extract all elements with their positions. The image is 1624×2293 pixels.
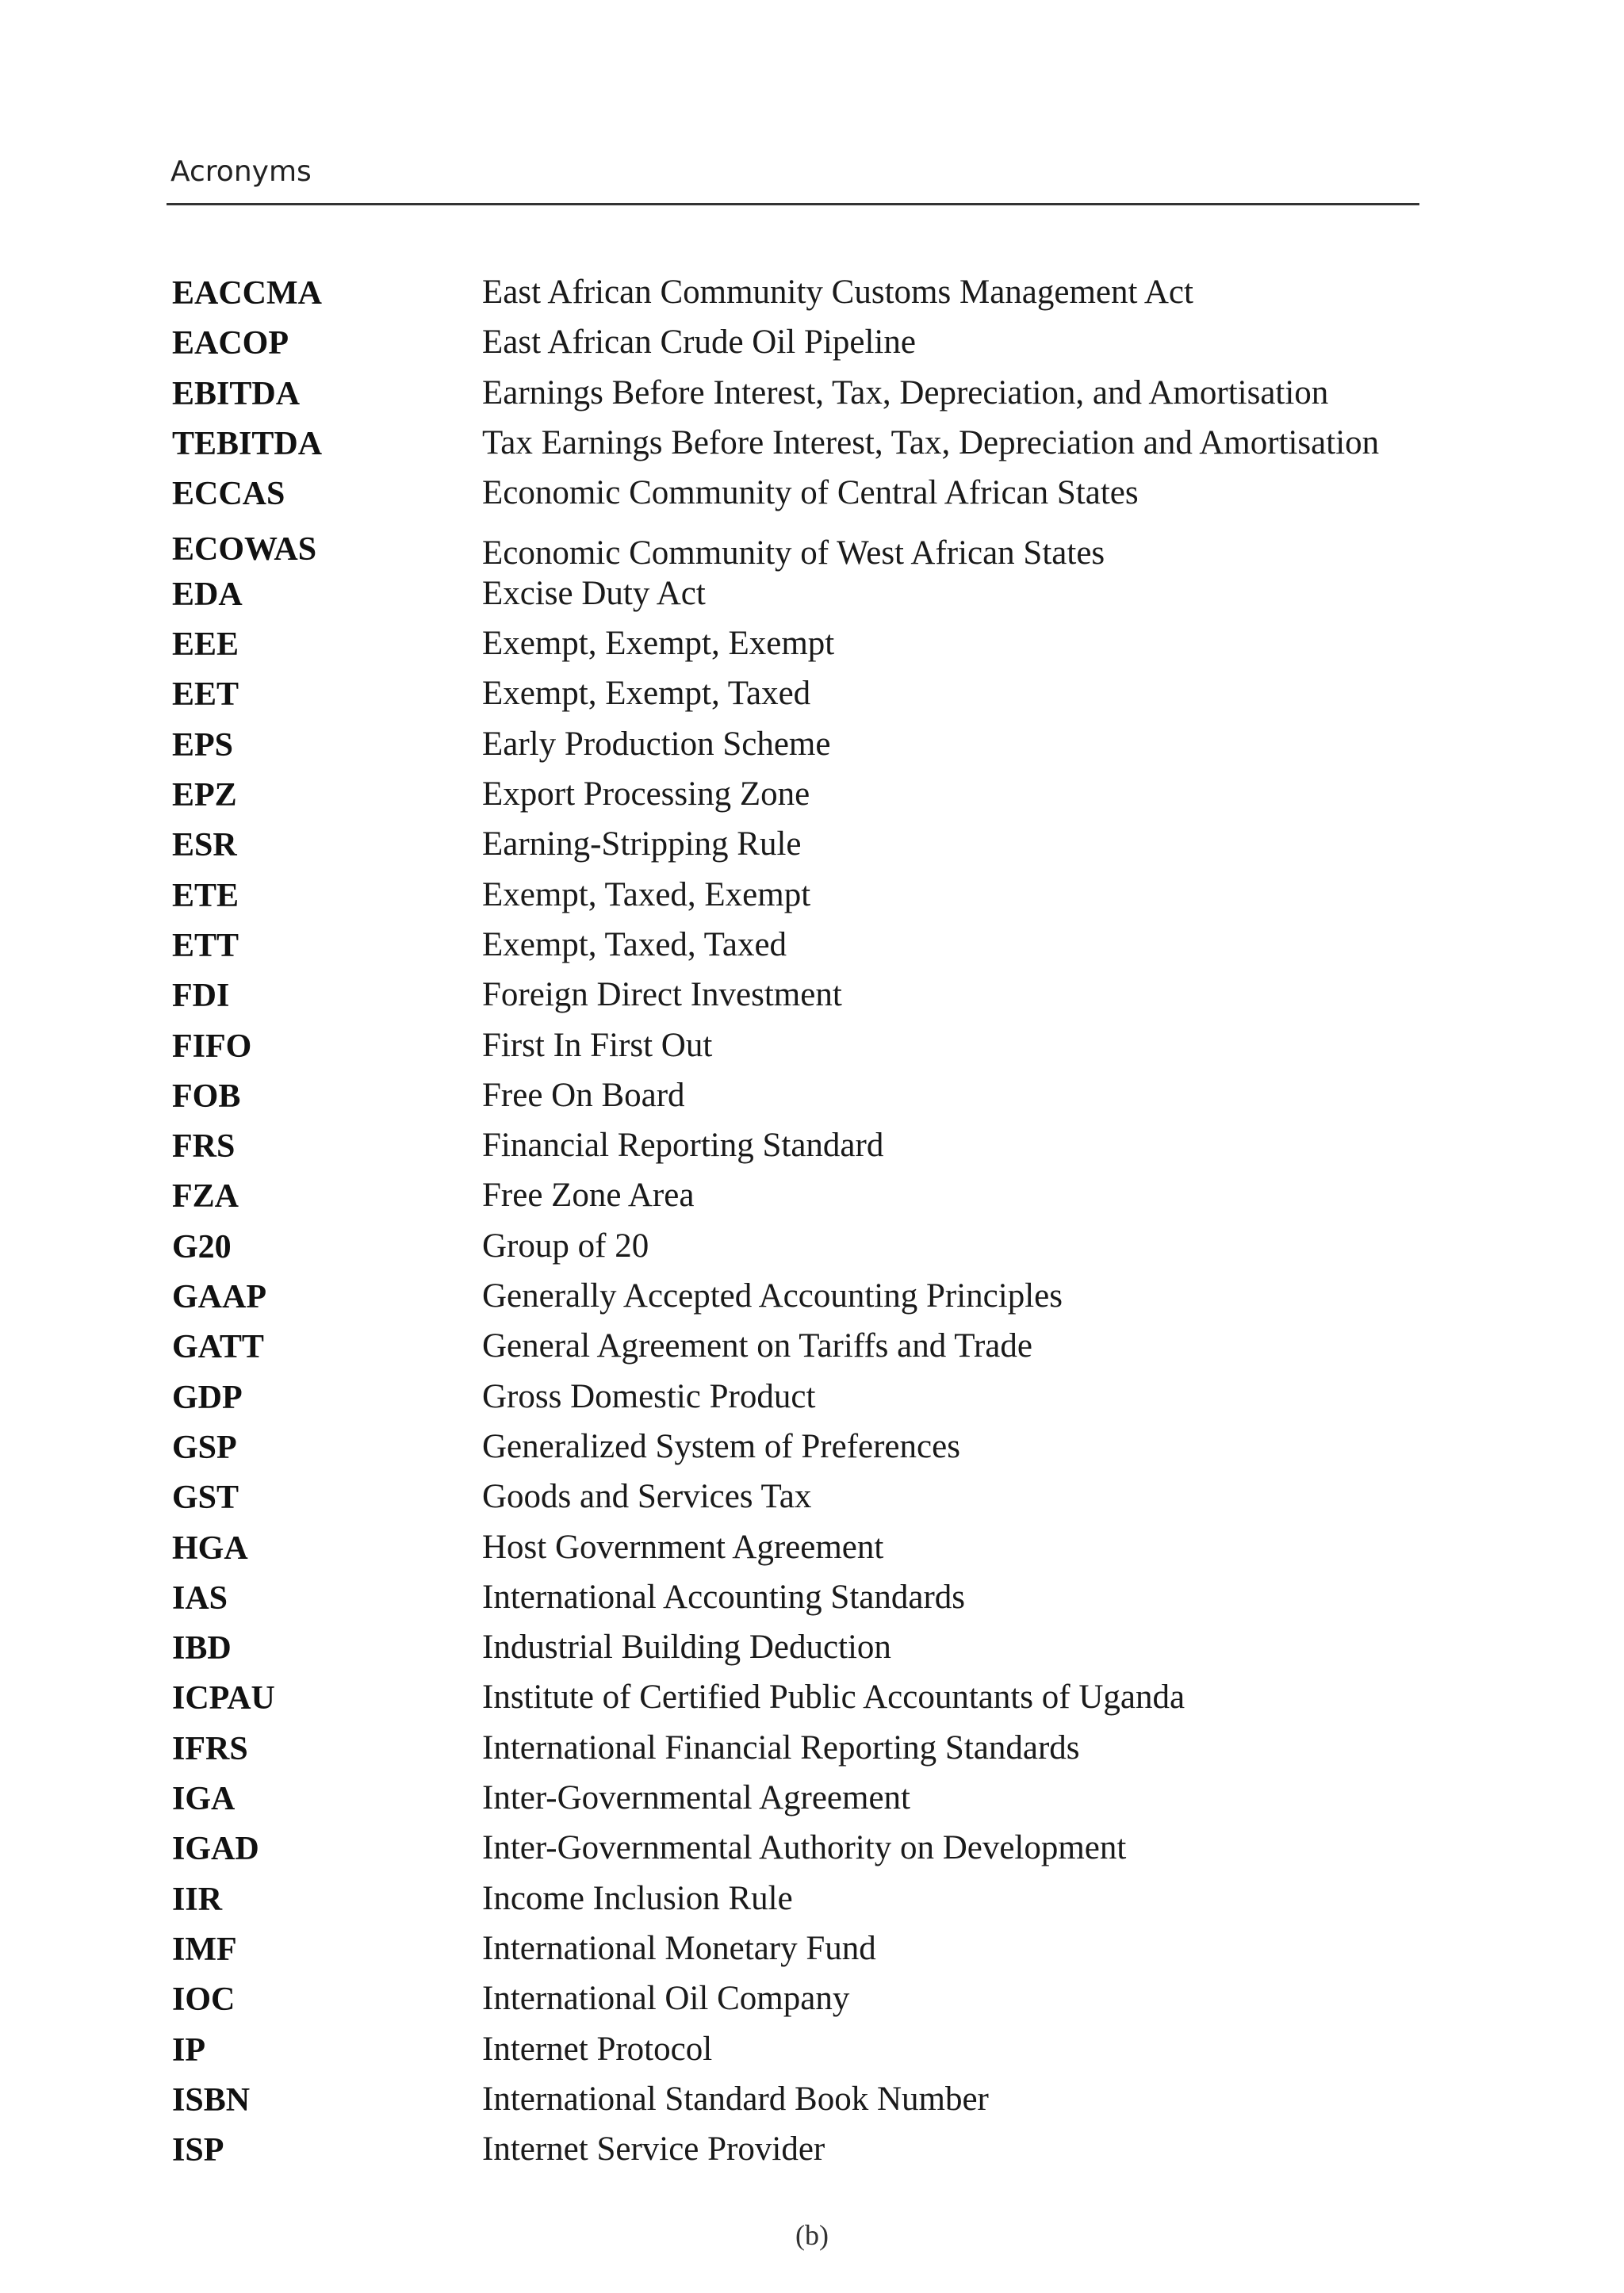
acronym-row: [0, 1878, 1624, 1929]
acronym-row: [0, 573, 1624, 624]
acronym-definition: Group of 20: [482, 1227, 649, 1265]
acronym-abbreviation: IGAD: [172, 1831, 259, 1867]
acronym-row: [0, 623, 1624, 674]
acronym-row: [0, 1978, 1624, 2029]
acronym-row: [0, 2129, 1624, 2180]
acronym-abbreviation: GST: [172, 1480, 239, 1516]
acronym-row: [0, 373, 1624, 423]
acronym-abbreviation: ETT: [172, 928, 239, 964]
acronym-row: [0, 2079, 1624, 2130]
acronym-abbreviation: FRS: [172, 1128, 236, 1165]
acronym-abbreviation: ICPAU: [172, 1680, 275, 1717]
acronym-abbreviation: EPS: [172, 727, 234, 764]
acronym-abbreviation: FZA: [172, 1178, 239, 1215]
acronym-abbreviation: IBD: [172, 1630, 232, 1667]
acronym-definition: International Monetary Fund: [482, 1930, 876, 1967]
acronym-abbreviation: FDI: [172, 978, 230, 1014]
acronym-definition: Internet Service Provider: [482, 2130, 825, 2168]
acronym-definition: Tax Earnings Before Interest, Tax, Depreciation and Amortisation: [482, 424, 1380, 461]
acronym-abbreviation: IGA: [172, 1781, 236, 1817]
acronym-definition: Exempt, Taxed, Exempt: [482, 876, 811, 913]
acronym-definition: Economic Community of West African States: [482, 534, 1105, 572]
acronym-row: [0, 1527, 1624, 1578]
acronym-row: [0, 1828, 1624, 1878]
acronym-abbreviation: ECOWAS: [172, 531, 317, 568]
acronym-definition: Free Zone Area: [482, 1177, 695, 1214]
acronym-row: [0, 322, 1624, 373]
acronym-row: [0, 272, 1624, 323]
acronym-definition: International Financial Reporting Standards: [482, 1729, 1080, 1767]
acronym-abbreviation: EET: [172, 676, 239, 713]
acronym-definition: East African Community Customs Management Act: [482, 274, 1193, 311]
acronym-abbreviation: GAAP: [172, 1279, 266, 1315]
running-header: Acronyms: [170, 155, 312, 188]
acronym-definition: Generally Accepted Accounting Principles: [482, 1277, 1063, 1315]
acronym-row: [0, 724, 1624, 775]
acronym-abbreviation: ESR: [172, 827, 237, 863]
acronym-row: [0, 1276, 1624, 1326]
acronym-definition: Economic Community of Central African States: [482, 474, 1139, 511]
acronym-row: [0, 1677, 1624, 1728]
acronym-abbreviation: TEBITDA: [172, 426, 323, 462]
acronym-definition: Free On Board: [482, 1077, 685, 1114]
acronym-row: [0, 1778, 1624, 1828]
acronym-abbreviation: ISP: [172, 2132, 224, 2169]
acronym-abbreviation: EEE: [172, 626, 239, 663]
acronym-abbreviation: IIR: [172, 1881, 223, 1918]
acronym-abbreviation: IP: [172, 2032, 205, 2069]
acronym-definition: Generalized System of Preferences: [482, 1428, 960, 1465]
acronym-abbreviation: FIFO: [172, 1028, 252, 1065]
acronym-row: [0, 673, 1624, 724]
acronym-row: [0, 1376, 1624, 1427]
acronym-row: [0, 1226, 1624, 1277]
acronym-abbreviation: ISBN: [172, 2082, 251, 2119]
acronym-abbreviation: GSP: [172, 1430, 237, 1466]
acronym-row: [0, 528, 1624, 579]
acronym-definition: Financial Reporting Standard: [482, 1127, 884, 1164]
acronym-abbreviation: EACCMA: [172, 275, 322, 312]
acronym-row: [0, 1426, 1624, 1477]
acronym-definition: Goods and Services Tax: [482, 1478, 812, 1515]
acronym-abbreviation: ETE: [172, 878, 239, 914]
acronym-definition: Earnings Before Interest, Tax, Depreciation, and Amortisation: [482, 374, 1329, 412]
acronym-definition: Inter-Governmental Authority on Development: [482, 1829, 1127, 1866]
acronym-definition: International Accounting Standards: [482, 1579, 966, 1616]
acronym-definition: Internet Protocol: [482, 2031, 713, 2068]
acronym-definition: First In First Out: [482, 1027, 713, 1064]
acronym-row: [0, 1175, 1624, 1226]
acronym-abbreviation: HGA: [172, 1530, 248, 1567]
acronym-abbreviation: GATT: [172, 1329, 264, 1365]
acronym-row: [0, 1928, 1624, 1979]
acronym-row: [0, 824, 1624, 875]
acronym-abbreviation: IOC: [172, 1981, 236, 2018]
acronym-abbreviation: EBITDA: [172, 376, 301, 412]
acronym-row: [0, 1476, 1624, 1527]
acronym-definition: Exempt, Taxed, Taxed: [482, 926, 787, 963]
acronym-definition: Export Processing Zone: [482, 775, 810, 813]
acronym-abbreviation: IFRS: [172, 1731, 248, 1767]
acronym-row: [0, 473, 1624, 523]
acronym-abbreviation: FOB: [172, 1078, 241, 1115]
acronym-row: [0, 1627, 1624, 1678]
acronym-definition: International Standard Book Number: [482, 2081, 989, 2118]
acronym-definition: Industrial Building Deduction: [482, 1629, 891, 1666]
acronym-abbreviation: G20: [172, 1229, 232, 1265]
acronym-row: [0, 774, 1624, 825]
page-number: (b): [795, 2219, 829, 2251]
acronym-abbreviation: IMF: [172, 1931, 237, 1968]
acronym-abbreviation: EPZ: [172, 777, 237, 813]
acronym-definition: Early Production Scheme: [482, 725, 831, 763]
acronym-definition: General Agreement on Tariffs and Trade: [482, 1327, 1032, 1365]
acronym-row: [0, 1728, 1624, 1778]
acronym-row: [0, 1025, 1624, 1076]
acronym-row: [0, 2029, 1624, 2080]
acronym-abbreviation: EDA: [172, 576, 243, 613]
acronym-definition: Foreign Direct Investment: [482, 976, 842, 1013]
acronym-definition: Exempt, Exempt, Taxed: [482, 675, 811, 712]
acronym-row: [0, 423, 1624, 473]
acronym-row: [0, 1577, 1624, 1628]
acronym-definition: Excise Duty Act: [482, 575, 706, 612]
acronym-definition: Income Inclusion Rule: [482, 1880, 793, 1917]
acronym-abbreviation: GDP: [172, 1380, 243, 1416]
acronym-definition: Inter-Governmental Agreement: [482, 1779, 910, 1816]
acronym-definition: Institute of Certified Public Accountants of Uganda: [482, 1679, 1185, 1716]
acronym-abbreviation: ECCAS: [172, 476, 285, 512]
acronym-row: [0, 1075, 1624, 1126]
acronym-row: [0, 924, 1624, 975]
acronym-row: [0, 974, 1624, 1025]
acronym-definition: Exempt, Exempt, Exempt: [482, 625, 835, 662]
acronym-row: [0, 1326, 1624, 1376]
acronym-row: [0, 875, 1624, 925]
acronym-row: [0, 1125, 1624, 1176]
acronym-definition: International Oil Company: [482, 1980, 850, 2017]
acronym-definition: Gross Domestic Product: [482, 1378, 816, 1415]
acronym-definition: Earning-Stripping Rule: [482, 825, 802, 863]
acronym-definition: Host Government Agreement: [482, 1529, 884, 1566]
acronym-definition: East African Crude Oil Pipeline: [482, 323, 916, 361]
acronym-abbreviation: EACOP: [172, 325, 289, 362]
acronym-abbreviation: IAS: [172, 1580, 228, 1617]
